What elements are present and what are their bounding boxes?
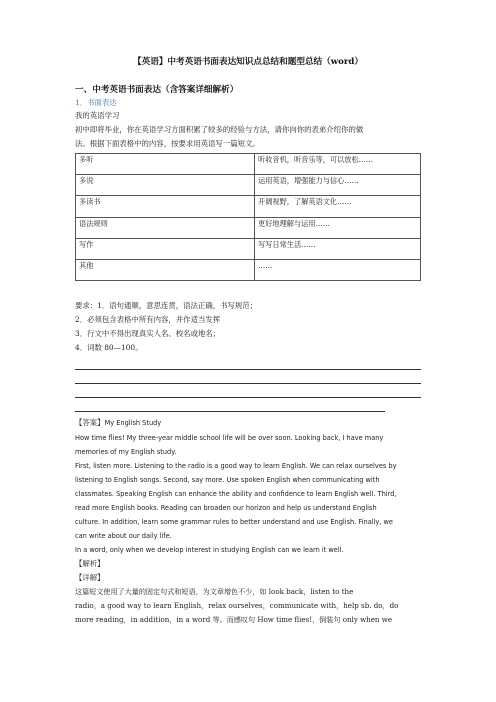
document-title: 【英语】中考英语书面表达知识点总结和题型总结（word） <box>133 57 363 67</box>
answer-blank-line <box>75 397 421 398</box>
answer-line: can write about our daily life. <box>75 532 172 540</box>
detail-line: radio，a good way to learn English，relax ourselves，communicate with，help sb. do，do <box>75 601 399 610</box>
table-cell-detail: …… <box>255 259 421 280</box>
answer-blank-line <box>75 383 421 384</box>
requirement-line: 4．词数 80—100。 <box>75 343 143 352</box>
table-cell-method: 写作 <box>76 238 255 259</box>
table-cell-method: 多说 <box>76 175 255 196</box>
table-cell-method: 语法规则 <box>76 217 255 238</box>
answer-line: First, listen more. Listening to the radio is a good way to learn English. We can relax ourselves by <box>75 462 397 470</box>
requirement-line: 3．行文中不得出现真实人名、校名或地名； <box>75 329 221 338</box>
answer-line: How time flies! My three-year middle school life will be over soon. Looking back, I have many <box>75 434 384 442</box>
table-row <box>76 217 421 238</box>
requirement-line: 2．必须包含表格中所有内容，并作适当发挥 <box>75 315 221 324</box>
table-row <box>76 238 421 259</box>
answer-line: In a word, only when we develop interest in studying English can we learn it well. <box>75 546 344 554</box>
requirement-line: 要求：1．语句通顺，意思连贯，语法正确，书写规范； <box>75 301 258 310</box>
answer-blank-line <box>75 369 421 370</box>
question-label: 1．书面表达 <box>75 98 117 107</box>
table-row <box>76 259 421 280</box>
intro-line: 初中即将毕业，你在英语学习方面积累了较多的经验与方法，请你向你的表弟介绍你的做 <box>75 125 364 134</box>
table-row <box>76 154 421 175</box>
content-table <box>75 153 421 281</box>
answer-line: classmates. Speaking English can enhance the ability and confidence to learn English well. Third, <box>75 490 397 498</box>
table-cell-detail: 运用英语，增强能力与信心…… <box>255 175 421 196</box>
answer-line: read more English books. Reading can broaden our horizon and help us understand English <box>75 504 377 512</box>
table-cell-method: 多听 <box>76 154 255 175</box>
essay-topic: 我的英语学习 <box>75 111 120 120</box>
detail-label: 【详解】 <box>75 573 105 582</box>
answer-line: memories of my English study. <box>75 448 177 456</box>
table-cell-method: 多读书 <box>76 196 255 217</box>
answer-line: culture. In addition, learn some grammar rules to better understand and use English. Finally, we <box>75 518 393 526</box>
detail-line: more reading，in addition，in a word 等。而感叹句 How time flies!，倒装句 only when we <box>75 615 393 624</box>
answer-heading <box>75 418 161 428</box>
table-cell-detail: 听收音机，听音乐等，可以放松…… <box>255 154 421 175</box>
section-heading: 一、中考英语书面表达（含答案详细解析） <box>75 85 239 95</box>
table-cell-detail: 开阔视野，了解英语文化…… <box>255 196 421 217</box>
answer-label: 【答案】 <box>75 418 105 427</box>
table-cell-detail: 更好地理解与运用…… <box>255 217 421 238</box>
answer-line: listening to English songs. Second, say more. Use spoken English when communicating with <box>75 476 380 484</box>
answer-blank-line <box>75 411 385 412</box>
intro-line: 法。根据下面表格中的内容，按要求用英语写一篇短文。 <box>75 139 260 148</box>
analysis-label: 【解析】 <box>75 559 105 568</box>
detail-line: 这篇短文使用了大量的固定句式和短语，为文章增色不少，如 look back，listen to the <box>75 587 354 596</box>
table-cell-method: 其他 <box>76 259 255 280</box>
table-cell-detail: 写写日常生活…… <box>255 238 421 259</box>
table-row <box>76 196 421 217</box>
table-row <box>76 175 421 196</box>
answer-title: My English Study <box>104 419 162 427</box>
